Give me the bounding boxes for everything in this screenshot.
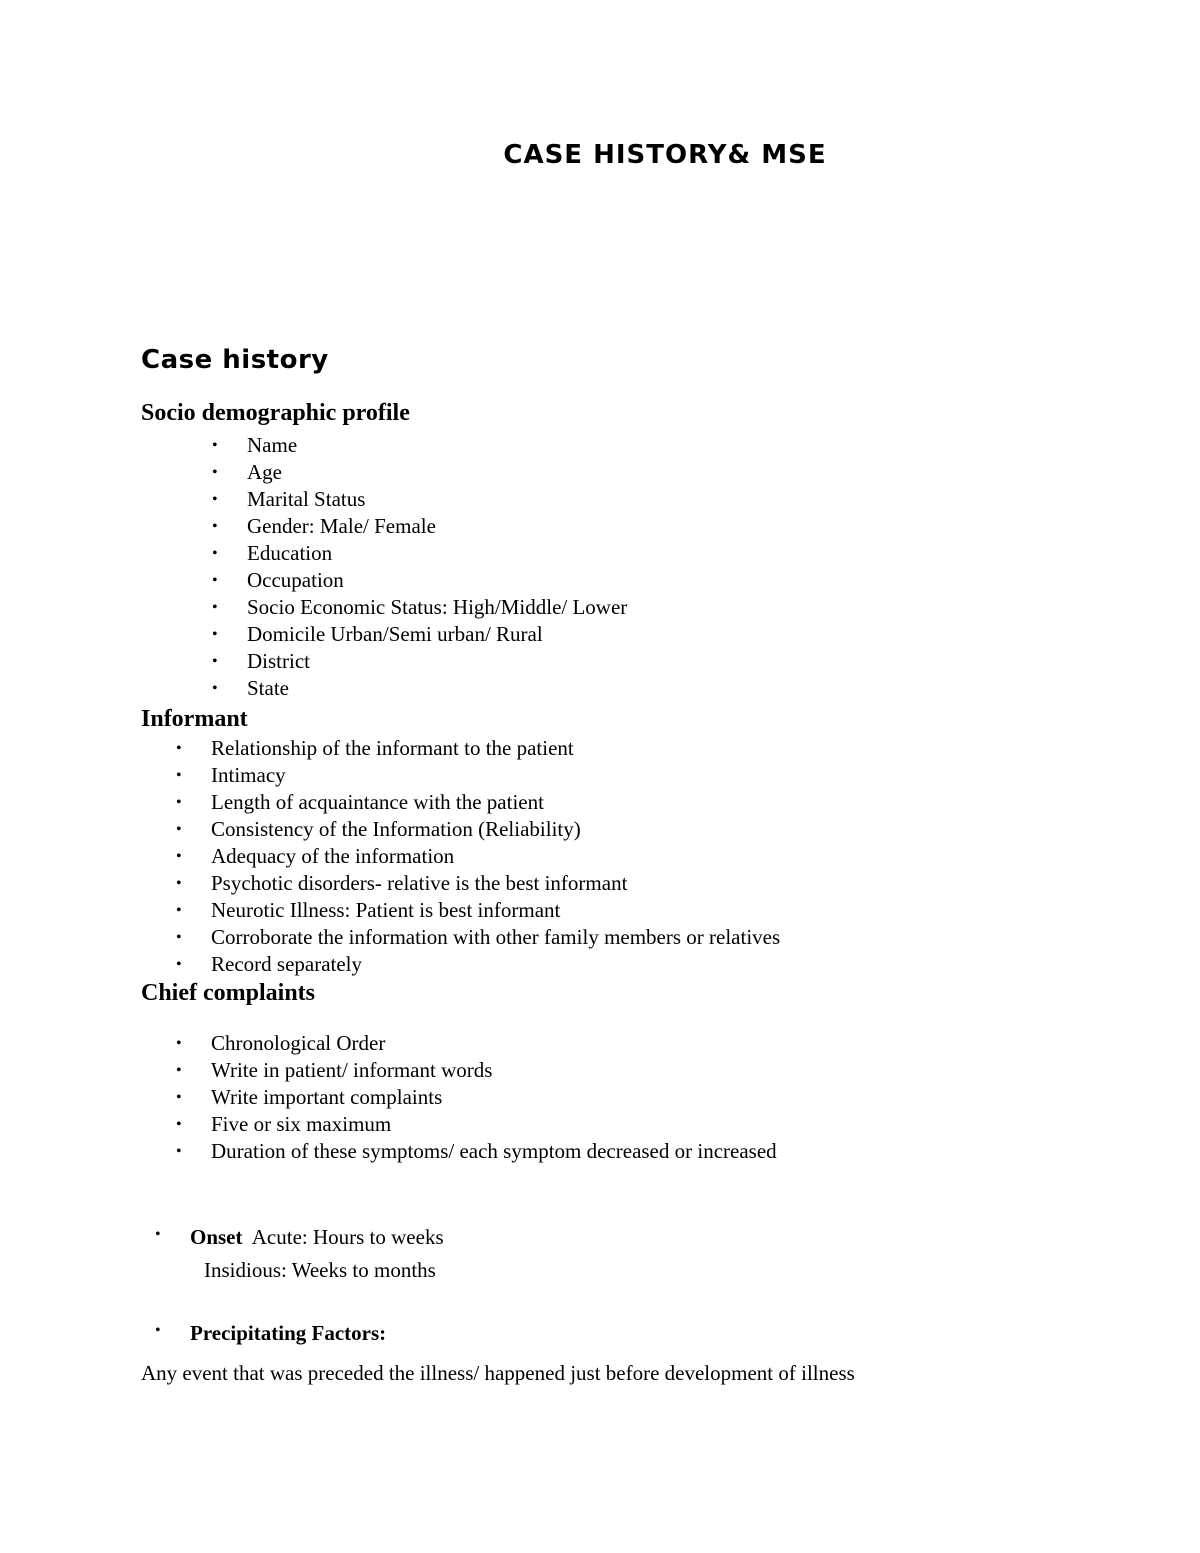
list-item: • Neurotic Illness: Patient is best informant <box>176 898 561 922</box>
list-item: • Five or six maximum <box>176 1112 392 1136</box>
bullet-icon: • <box>176 1062 182 1079</box>
bullet-icon: • <box>212 464 218 481</box>
precipitating-text: Any event that was preceded the illness/ happened just before development of illness <box>141 1361 855 1385</box>
chief-complaints-list <box>176 1030 777 1165</box>
bullet-icon: • <box>155 1322 161 1339</box>
list-item: • Write in patient/ informant words <box>176 1058 493 1082</box>
bullet-icon: • <box>176 1035 182 1052</box>
list-item: • Socio Economic Status: High/Middle/ Lower <box>212 595 628 619</box>
document-title: CASE HISTORY& MSE <box>503 140 827 170</box>
onset-label: Onset <box>190 1225 243 1249</box>
bullet-icon: • <box>176 794 182 811</box>
list-item: • Occupation <box>212 568 344 592</box>
bullet-icon: • <box>176 767 182 784</box>
list-item: • Adequacy of the information <box>176 844 455 868</box>
list-item: • District <box>212 649 310 673</box>
bullet-icon: • <box>176 1143 182 1160</box>
list-item: • Psychotic disorders- relative is the best informant <box>176 871 628 895</box>
bullet-icon: • <box>176 929 182 946</box>
bullet-icon: • <box>176 956 182 973</box>
list-item: • Name <box>212 433 298 457</box>
bullet-icon: • <box>212 599 218 616</box>
onset-acute: Acute: Hours to weeks <box>251 1225 444 1249</box>
bullet-icon: • <box>176 821 182 838</box>
list-item: • Gender: Male/ Female <box>212 514 436 538</box>
precipitating-label: Precipitating Factors: <box>190 1321 387 1345</box>
list-item: • State <box>212 676 289 700</box>
bullet-icon: • <box>212 680 218 697</box>
list-item: • Relationship of the informant to the patient <box>176 736 574 760</box>
list-item: • Write important complaints <box>176 1085 443 1109</box>
list-item: • Intimacy <box>176 763 286 787</box>
bullet-icon: • <box>212 653 218 670</box>
onset-line <box>190 1225 444 1250</box>
onset-insidious: Insidious: Weeks to months <box>204 1258 436 1282</box>
list-item: • Duration of these symptoms/ each symptom decreased or increased <box>176 1139 777 1163</box>
bullet-icon: • <box>212 626 218 643</box>
informant-list <box>176 735 781 978</box>
bullet-icon: • <box>176 875 182 892</box>
bullet-icon: • <box>176 1116 182 1133</box>
informant-heading: Informant <box>141 706 248 732</box>
list-item: • Domicile Urban/Semi urban/ Rural <box>212 622 543 646</box>
list-item: • Length of acquaintance with the patient <box>176 790 544 814</box>
list-item: • Chronological Order <box>176 1031 386 1055</box>
bullet-icon: • <box>155 1226 161 1243</box>
section-title: Case history <box>141 345 329 375</box>
socio-demographic-heading: Socio demographic profile <box>141 400 410 426</box>
bullet-icon: • <box>176 740 182 757</box>
bullet-icon: • <box>212 518 218 535</box>
chief-complaints-heading: Chief complaints <box>141 980 315 1006</box>
list-item: • Corroborate the information with other family members or relatives <box>176 925 781 949</box>
list-item: • Marital Status <box>212 487 366 511</box>
bullet-icon: • <box>176 902 182 919</box>
bullet-icon: • <box>212 437 218 454</box>
list-item: • Record separately <box>176 952 363 976</box>
list-item: • Consistency of the Information (Reliability) <box>176 817 581 841</box>
list-item: • Age <box>212 460 282 484</box>
list-item: • Education <box>212 541 333 565</box>
bullet-icon: • <box>212 545 218 562</box>
bullet-icon: • <box>212 572 218 589</box>
socio-demographic-list <box>212 432 628 702</box>
bullet-icon: • <box>212 491 218 508</box>
bullet-icon: • <box>176 848 182 865</box>
bullet-icon: • <box>176 1089 182 1106</box>
